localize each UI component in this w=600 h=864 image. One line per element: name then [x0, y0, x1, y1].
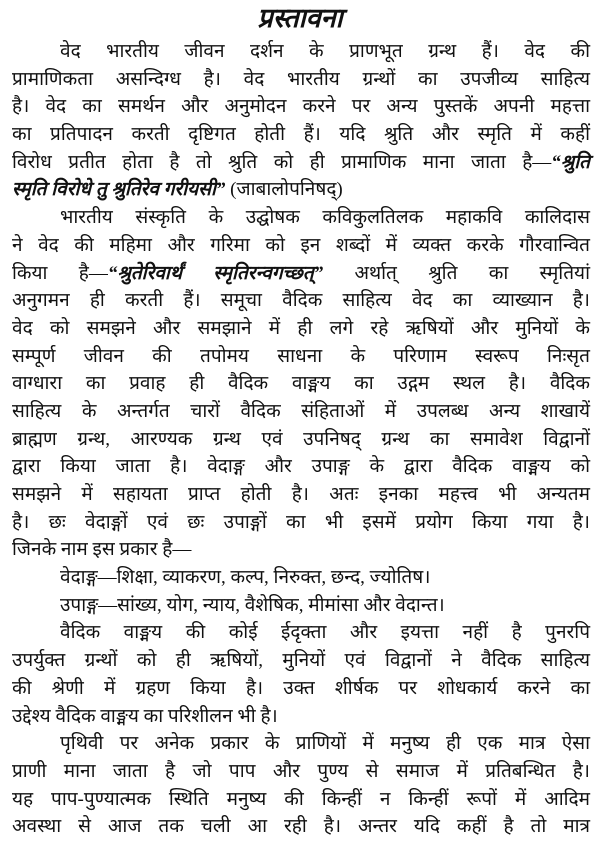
page-title: प्रस्तावना [257, 3, 343, 33]
body-text: प्रामाणिकता असन्दिग्ध है। वेद भारतीय ग्रन्थों का उपजीव्य साहित्य [12, 68, 590, 90]
paragraph-line [12, 536, 590, 564]
body-text: सम्पूर्ण जीवन की तपोमय साधना के परिणाम स्वरूप निःसृत [12, 345, 590, 367]
paragraph-line [12, 619, 590, 647]
body-text: प्राणी माना जाता है जो पाप और पुण्य से समाज में प्रतिबन्धित है। [12, 760, 590, 782]
body-text: अर्थात् श्रुति का स्मृतियां [323, 262, 590, 284]
body-text: विरोध प्रतीत होता है तो श्रुति को ही प्रामाणिक माना जाता है— [12, 151, 552, 173]
list-item [12, 592, 590, 620]
body-text: समझने में सहायता प्राप्त होती है। अतः इनका महत्त्व भी अन्यतम [12, 484, 590, 505]
paragraph-line [12, 370, 590, 398]
quotation-text: “श्रुति [551, 151, 590, 173]
paragraph-line [12, 38, 590, 66]
paragraph-line [12, 481, 590, 509]
paragraph-line [12, 176, 590, 204]
body-text: भारतीय संस्कृति के उद्घोषक कविकुलतिलक महाकवि कालिदास [60, 207, 590, 229]
body-text: पृथिवी पर अनेक प्रकार के प्राणियों में मनुष्य ही एक मात्र ऐसा [60, 733, 590, 755]
paragraph-line [12, 730, 590, 758]
paragraph-line [12, 232, 590, 260]
body-text: है। छः वेदाङ्गों एवं छः उपाङ्गों का भी इसमें प्रयोग किया गया है। [12, 511, 590, 533]
paragraph-line [12, 453, 590, 481]
paragraph-line [12, 786, 590, 814]
paragraph-line [12, 675, 590, 703]
body-text: अनुगमन ही करती हैं। समूचा वैदिक साहित्य वेद का व्याख्यान है। [12, 290, 590, 312]
body-text: वेद को समझने और समझाने में ही लगे रहे ऋषियों और मुनियों के [12, 317, 590, 339]
body-text: वैदिक वाङ्मय की कोई ईदृक्ता और इयत्ता नहीं है पुनरपि [60, 622, 590, 644]
body-text: वेदाङ्ग—शिक्षा, व्याकरण, कल्प, निरुक्त, छन्द, ज्योतिष। [60, 567, 431, 589]
body-text: जिनके नाम इस प्रकार है— [12, 539, 192, 561]
body-text: उद्देश्य वैदिक वाङ्मय का परिशीलन भी है। [12, 705, 278, 727]
paragraph-line [12, 426, 590, 454]
paragraph-line [12, 398, 590, 426]
paragraph-line [12, 204, 590, 232]
body-text: साहित्य के अन्तर्गत चारों वैदिक संहिताओं में उपलब्ध अन्य शाखायें [12, 400, 590, 422]
list-item [12, 564, 590, 592]
body-text: यह पाप-पुण्यात्मक स्थिति मनुष्य की किन्हीं न किन्हीं रूपों में आदिम [12, 788, 590, 810]
body-text: है। वेद का समर्थन और अनुमोदन करने पर अन्य पुस्तकें अपनी महत्ता [12, 96, 590, 118]
body-text: द्वारा किया जाता है। वेदाङ्ग और उपाङ्ग के द्वारा वैदिक वाङ्मय को [12, 456, 590, 478]
paragraph-line [12, 121, 590, 149]
body-text: (जाबालोपनिषद्) [225, 179, 343, 201]
body-text: किया है— [12, 262, 108, 284]
body-text: वाग्धारा का प्रवाह ही वैदिक वाङ्मय का उद्गम स्थल है। वैदिक [12, 373, 590, 395]
paragraph-line [12, 315, 590, 343]
paragraph-line [12, 509, 590, 537]
body-text: उपर्युक्त ग्रन्थों को ही ऋषियों, मुनियों एवं विद्वानों ने वैदिक साहित्य [12, 650, 590, 672]
body-text: वेद भारतीय जीवन दर्शन के प्राणभूत ग्रन्थ हैं। वेद की [60, 41, 590, 62]
paragraph-line [12, 149, 590, 177]
paragraph-line [12, 703, 590, 731]
body-text: अवस्था से आज तक चली आ रही है। अन्तर यदि कहीं है तो मात्र [12, 816, 590, 838]
document-body [12, 38, 590, 841]
body-text: उपाङ्ग—सांख्य, योग, न्याय, वैशेषिक, मीमांसा और वेदान्त। [60, 594, 445, 616]
paragraph-line [12, 758, 590, 786]
paragraph-line [12, 343, 590, 371]
paragraph-line [12, 66, 590, 94]
body-text: की श्रेणी में ग्रहण किया है। उक्त शीर्षक पर शोधकार्य करने का [12, 677, 590, 699]
body-text: का प्रतिपादन करती दृष्टिगत होती हैं। यदि श्रुति और स्मृति में कहीं [12, 124, 590, 146]
paragraph-line [12, 287, 590, 315]
paragraph-line [12, 647, 590, 675]
quotation-text: “श्रुतेरिवार्थं स्मृतिरन्वगच्छत्” [107, 262, 324, 284]
quotation-text: स्मृति विरोधे तु श्रुतिरेव गरीयसी” [12, 179, 226, 201]
paragraph-line [12, 260, 590, 288]
paragraph-line [12, 93, 590, 121]
body-text: ने वेद की महिमा और गरिमा को इन शब्दों में व्यक्त करके गौरवान्वित [12, 234, 590, 256]
body-text: ब्राह्मण ग्रन्थ, आरण्यक ग्रन्थ एवं उपनिषद् ग्रन्थ का समावेश विद्वानों [12, 428, 590, 450]
paragraph-line [12, 813, 590, 841]
